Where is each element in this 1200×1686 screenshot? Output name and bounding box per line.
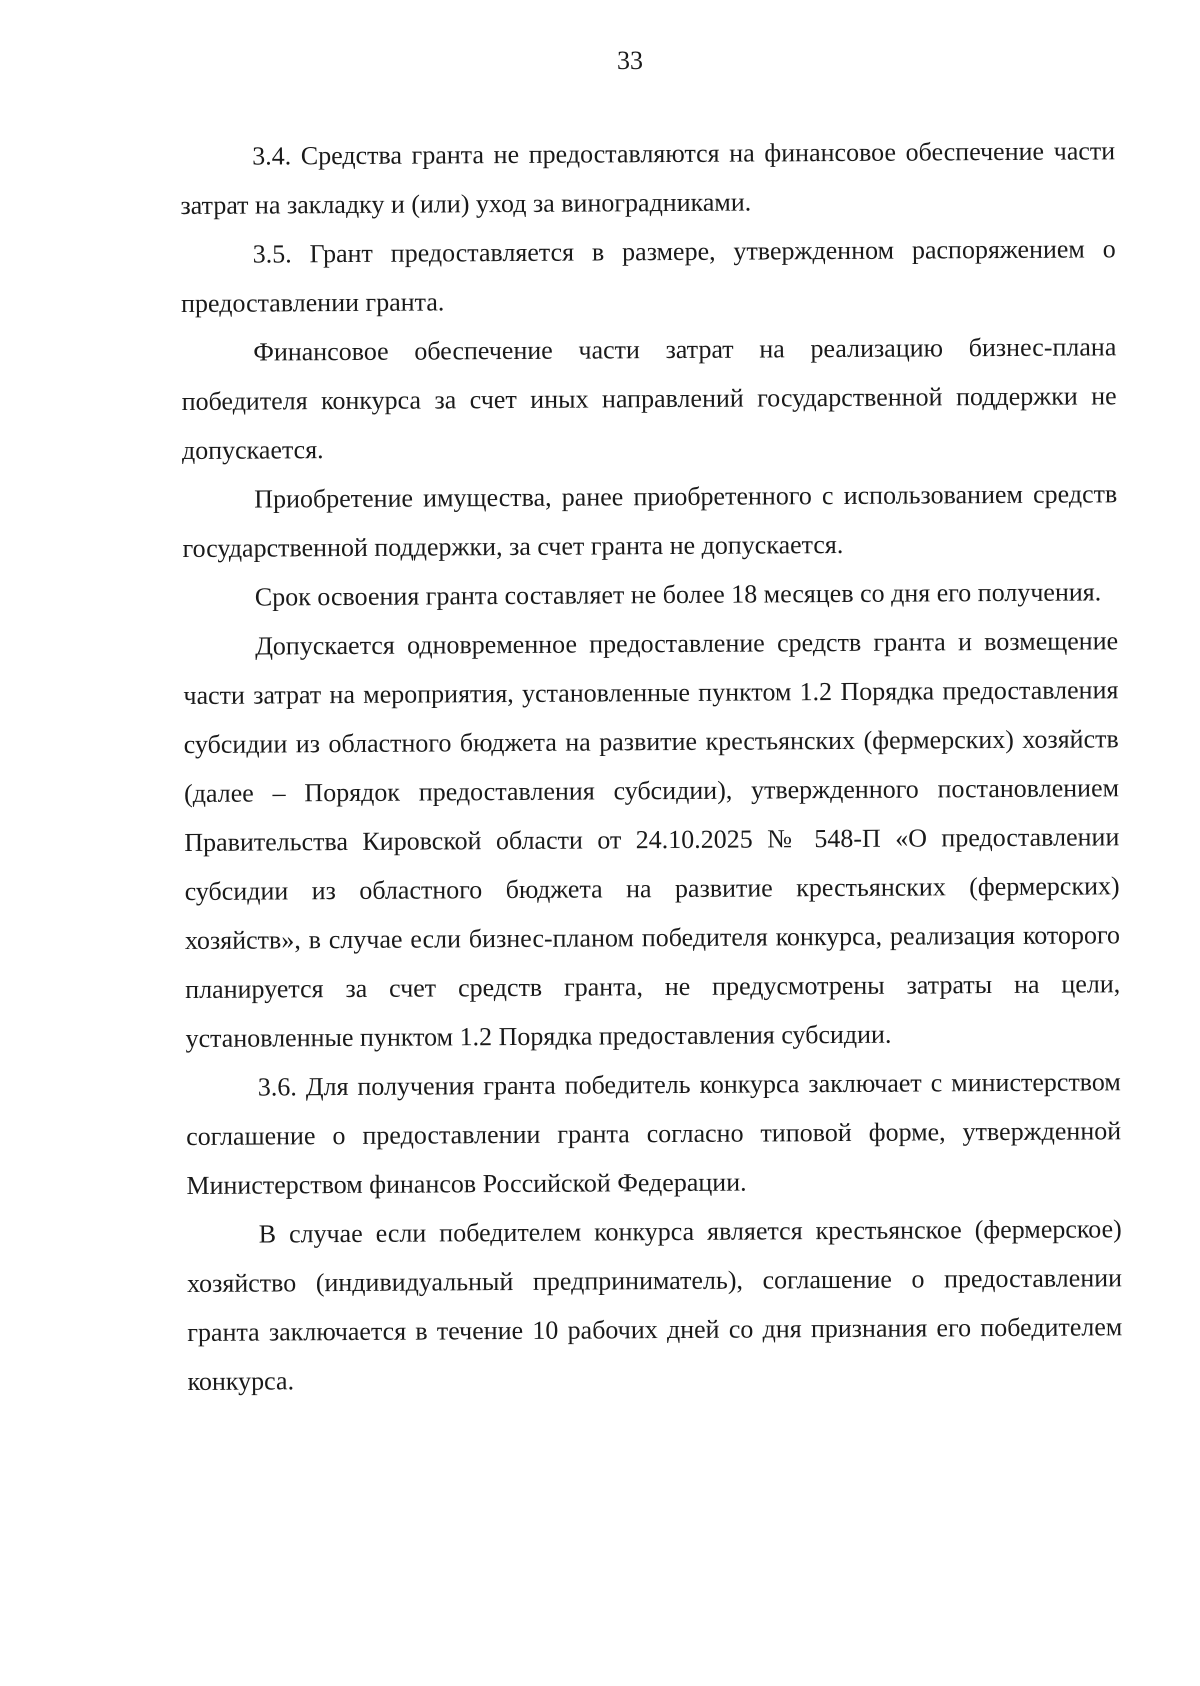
- paragraph-3-4: 3.4. Средства гранта не предоставляются на финансовое обеспечение части затрат на закладку и (или) уход за виноградниками.: [180, 136, 1116, 220]
- paragraph-agreement-term: В случае если победителем конкурса является крестьянское (фермерское) хозяйство (индивидуальный предприниматель), соглашение о предоставлении гранта заключается в течение 10 рабочих дней со дня признания его победителем конкурса.: [186, 1214, 1123, 1396]
- page-number: 33: [617, 46, 643, 75]
- paragraph-3-6: 3.6. Для получения гранта победитель конкурса заключает с министерством соглашение о предоставлении гранта согласно типовой форме, утвержденной Министерством финансов Российской Федерации.: [186, 1067, 1122, 1200]
- paragraph-3-5: 3.5. Грант предоставляется в размере, утвержденном распоряжением о предоставлении гранта.: [180, 234, 1116, 318]
- paragraph-simultaneous: Допускается одновременное предоставление средств гранта и возмещение части затрат на мероприятия, установленные пунктом 1.2 Порядка предоставления субсидии из областного бюджета на развитие крестьянских (фермерских) хозяйств (далее – Порядок предоставления субсидии), утвержденного постановлением Правительства Кировской области от 24.10.2025 № 548-П «О предоставлении субсидии из областного бюджета на развитие крестьянских (фермерских) хозяйств», в случае если бизнес-планом победителя конкурса, реализация которого планируется за счет средств гранта, не предусмотрены затраты на цели, установленные пунктом 1.2 Порядка предоставления субсидии.: [183, 626, 1121, 1053]
- paragraph-term: Срок освоения гранта составляет не более 18 месяцев со дня его получения.: [254, 577, 1102, 612]
- document-body: [180, 126, 1123, 1406]
- paragraph-financing: Финансовое обеспечение части затрат на реализацию бизнес-плана победителя конкурса за счет иных направлений государственной поддержки не допускается.: [181, 332, 1117, 465]
- paragraph-property: Приобретение имущества, ранее приобретенного с использованием средств государственной поддержки, за счет гранта не допускается.: [182, 479, 1118, 563]
